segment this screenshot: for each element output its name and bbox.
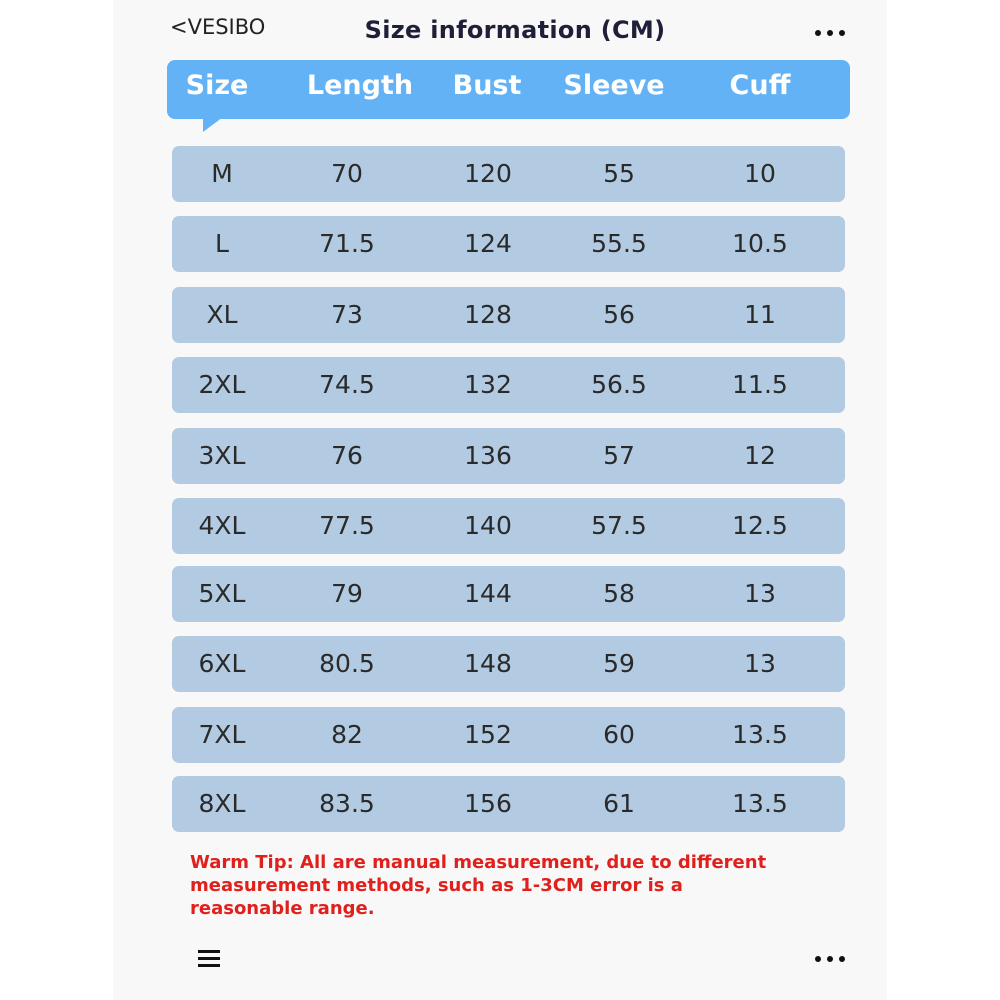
cell-bust: 128	[464, 300, 512, 329]
cell-length: 82	[331, 720, 363, 749]
page-title: Size information (CM)	[364, 16, 666, 44]
cell-bust: 120	[464, 159, 512, 188]
table-row	[172, 287, 845, 343]
cell-bust: 140	[464, 511, 512, 540]
size-table-header	[167, 60, 850, 119]
cell-sleeve: 56	[603, 300, 635, 329]
hamburger-menu-icon[interactable]	[198, 950, 220, 968]
column-header-bust: Bust	[452, 70, 522, 101]
cell-cuff: 13.5	[732, 720, 788, 749]
cell-sleeve: 55	[603, 159, 635, 188]
table-row	[172, 498, 845, 554]
cell-size: 3XL	[198, 441, 246, 470]
cell-sleeve: 61	[603, 789, 635, 818]
table-row	[172, 216, 845, 272]
cell-sleeve: 60	[603, 720, 635, 749]
cell-sleeve: 56.5	[591, 370, 647, 399]
cell-length: 80.5	[319, 649, 375, 678]
cell-sleeve: 59	[603, 649, 635, 678]
table-row	[172, 428, 845, 484]
cell-cuff: 11	[744, 300, 776, 329]
cell-sleeve: 57.5	[591, 511, 647, 540]
back-button[interactable]: <VESIBO	[170, 15, 266, 39]
column-header-length: Length	[306, 70, 414, 101]
warm-tip-note: Warm Tip: All are manual measurement, due to different measurement methods, such as 1-3CM error is a reasonable range.	[190, 852, 767, 919]
cell-size: L	[215, 229, 229, 258]
column-header-size: Size	[185, 70, 249, 101]
cell-length: 71.5	[319, 229, 375, 258]
cell-cuff: 11.5	[732, 370, 788, 399]
cell-bust: 152	[464, 720, 512, 749]
cell-bust: 132	[464, 370, 512, 399]
table-row	[172, 146, 845, 202]
cell-cuff: 10	[744, 159, 776, 188]
table-row	[172, 357, 845, 413]
cell-cuff: 13	[744, 649, 776, 678]
cell-cuff: 12	[744, 441, 776, 470]
more-options-icon[interactable]	[815, 28, 845, 38]
cell-size: M	[211, 159, 233, 188]
cell-length: 79	[331, 579, 363, 608]
cell-size: 7XL	[198, 720, 246, 749]
cell-length: 76	[331, 441, 363, 470]
column-header-cuff: Cuff	[729, 70, 791, 101]
cell-sleeve: 58	[603, 579, 635, 608]
cell-length: 70	[331, 159, 363, 188]
cell-cuff: 12.5	[732, 511, 788, 540]
cell-length: 74.5	[319, 370, 375, 399]
cell-size: XL	[206, 300, 238, 329]
column-header-sleeve: Sleeve	[563, 70, 665, 101]
cell-bust: 148	[464, 649, 512, 678]
table-row	[172, 707, 845, 763]
cell-length: 83.5	[319, 789, 375, 818]
cell-size: 8XL	[198, 789, 246, 818]
cell-sleeve: 55.5	[591, 229, 647, 258]
cell-sleeve: 57	[603, 441, 635, 470]
cell-size: 4XL	[198, 511, 246, 540]
table-row	[172, 636, 845, 692]
cell-length: 73	[331, 300, 363, 329]
cell-size: 6XL	[198, 649, 246, 678]
cell-size: 5XL	[198, 579, 246, 608]
cell-bust: 136	[464, 441, 512, 470]
cell-bust: 144	[464, 579, 512, 608]
header-pointer	[203, 117, 223, 132]
cell-length: 77.5	[319, 511, 375, 540]
table-row	[172, 566, 845, 622]
cell-bust: 124	[464, 229, 512, 258]
cell-bust: 156	[464, 789, 512, 818]
cell-size: 2XL	[198, 370, 246, 399]
cell-cuff: 13	[744, 579, 776, 608]
cell-cuff: 10.5	[732, 229, 788, 258]
cell-cuff: 13.5	[732, 789, 788, 818]
table-row	[172, 776, 845, 832]
more-options-bottom-icon[interactable]	[815, 954, 845, 964]
